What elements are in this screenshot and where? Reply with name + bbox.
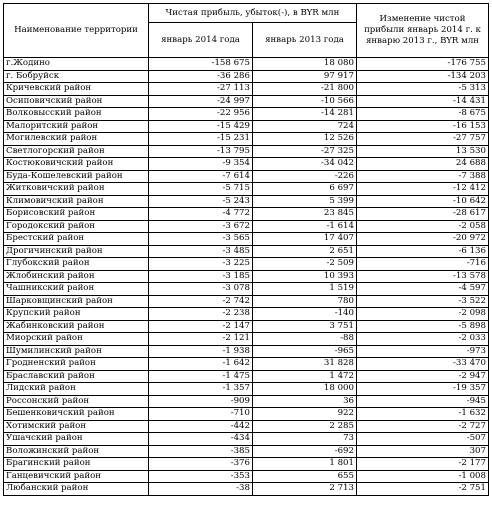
territory-cell: Ганцевичский район xyxy=(4,470,149,483)
jan-2013-cell: 12 526 xyxy=(253,133,357,146)
jan-2014-cell: -2 147 xyxy=(149,320,253,333)
jan-2013-cell: -2 509 xyxy=(253,258,357,271)
jan-2014-cell: -3 225 xyxy=(149,258,253,271)
jan-2013-cell: 1 472 xyxy=(253,370,357,383)
table-row xyxy=(4,195,489,208)
jan-2014-cell: -3 565 xyxy=(149,233,253,246)
jan-2013-cell: -1 614 xyxy=(253,220,357,233)
table-row xyxy=(4,458,489,471)
table-row xyxy=(4,95,489,108)
territory-cell: Городокский район xyxy=(4,220,149,233)
table-row xyxy=(4,420,489,433)
table-row xyxy=(4,383,489,396)
jan-2013-cell: 2 713 xyxy=(253,483,357,496)
territory-cell: Костюковичский район xyxy=(4,158,149,171)
territory-cell: Житковичский район xyxy=(4,183,149,196)
jan-2013-cell: 922 xyxy=(253,408,357,421)
change-cell: -19 357 xyxy=(357,383,489,396)
jan-2013-cell: 36 xyxy=(253,395,357,408)
jan-2013-cell: 10 393 xyxy=(253,270,357,283)
table-row xyxy=(4,308,489,321)
jan-2013-cell: 23 845 xyxy=(253,208,357,221)
territory-cell: Могилевский район xyxy=(4,133,149,146)
change-cell: -3 522 xyxy=(357,295,489,308)
jan-2014-cell: -2 121 xyxy=(149,333,253,346)
jan-2014-cell: -909 xyxy=(149,395,253,408)
territory-cell: Хотимский район xyxy=(4,420,149,433)
change-cell: -134 203 xyxy=(357,70,489,83)
table-body xyxy=(4,58,489,496)
change-cell: -2 177 xyxy=(357,458,489,471)
change-cell: -2 058 xyxy=(357,220,489,233)
change-cell: -2 098 xyxy=(357,308,489,321)
change-cell: -13 578 xyxy=(357,270,489,283)
table-row xyxy=(4,208,489,221)
jan-2014-cell: -13 795 xyxy=(149,145,253,158)
jan-2013-cell: -10 566 xyxy=(253,95,357,108)
change-cell: -507 xyxy=(357,433,489,446)
change-cell: -14 431 xyxy=(357,95,489,108)
table-row xyxy=(4,370,489,383)
territory-cell: Крупский район xyxy=(4,308,149,321)
header-jan-2013: январь 2013 года xyxy=(253,23,357,58)
territory-cell: Браславский район xyxy=(4,370,149,383)
jan-2014-cell: -376 xyxy=(149,458,253,471)
table-row xyxy=(4,220,489,233)
change-cell: -945 xyxy=(357,395,489,408)
jan-2013-cell: 655 xyxy=(253,470,357,483)
territory-cell: Бешенковичский район xyxy=(4,408,149,421)
territory-cell: Кричевский район xyxy=(4,83,149,96)
table-row xyxy=(4,133,489,146)
jan-2014-cell: -2 238 xyxy=(149,308,253,321)
jan-2014-cell: -38 xyxy=(149,483,253,496)
jan-2014-cell: -4 772 xyxy=(149,208,253,221)
territory-cell: Шумилинский район xyxy=(4,345,149,358)
jan-2013-cell: 97 917 xyxy=(253,70,357,83)
table-row xyxy=(4,358,489,371)
jan-2013-cell: 18 000 xyxy=(253,383,357,396)
jan-2014-cell: -710 xyxy=(149,408,253,421)
table-row xyxy=(4,320,489,333)
jan-2014-cell: -15 231 xyxy=(149,133,253,146)
jan-2013-cell: 1 801 xyxy=(253,458,357,471)
table-row xyxy=(4,333,489,346)
change-cell: -1 008 xyxy=(357,470,489,483)
change-cell: 13 530 xyxy=(357,145,489,158)
table-row xyxy=(4,70,489,83)
jan-2013-cell: -226 xyxy=(253,170,357,183)
jan-2013-cell: -692 xyxy=(253,445,357,458)
jan-2013-cell: 6 697 xyxy=(253,183,357,196)
jan-2013-cell: 724 xyxy=(253,120,357,133)
jan-2014-cell: -2 742 xyxy=(149,295,253,308)
jan-2014-cell: -27 113 xyxy=(149,83,253,96)
change-cell: -2 947 xyxy=(357,370,489,383)
header-profit-group: Чистая прибыль, убыток(-), в BYR млн xyxy=(149,4,357,23)
territory-cell: г. Бобруйск xyxy=(4,70,149,83)
jan-2014-cell: -1 938 xyxy=(149,345,253,358)
jan-2013-cell: 2 285 xyxy=(253,420,357,433)
jan-2013-cell: 3 751 xyxy=(253,320,357,333)
table-row xyxy=(4,245,489,258)
profit-table xyxy=(3,3,489,496)
jan-2014-cell: -3 672 xyxy=(149,220,253,233)
territory-cell: Борисовский район xyxy=(4,208,149,221)
change-cell: -6 136 xyxy=(357,245,489,258)
change-cell: -28 617 xyxy=(357,208,489,221)
change-cell: -33 470 xyxy=(357,358,489,371)
territory-cell: Россонский район xyxy=(4,395,149,408)
change-cell: -12 412 xyxy=(357,183,489,196)
territory-cell: Климовичский район xyxy=(4,195,149,208)
territory-cell: Жабинковский район xyxy=(4,320,149,333)
table-row xyxy=(4,120,489,133)
jan-2014-cell: -3 185 xyxy=(149,270,253,283)
jan-2014-cell: -5 243 xyxy=(149,195,253,208)
jan-2014-cell: -158 675 xyxy=(149,58,253,71)
jan-2014-cell: -24 997 xyxy=(149,95,253,108)
table-row xyxy=(4,483,489,496)
table-row xyxy=(4,295,489,308)
territory-cell: Жлобинский район xyxy=(4,270,149,283)
territory-cell: Лидский район xyxy=(4,383,149,396)
territory-cell: Светлогорский район xyxy=(4,145,149,158)
change-cell: -1 632 xyxy=(357,408,489,421)
change-cell: -20 972 xyxy=(357,233,489,246)
territory-cell: Гродненский район xyxy=(4,358,149,371)
profit-table-container xyxy=(3,3,489,496)
table-row xyxy=(4,470,489,483)
change-cell: -4 597 xyxy=(357,283,489,296)
jan-2014-cell: -7 614 xyxy=(149,170,253,183)
territory-cell: Волковысский район xyxy=(4,108,149,121)
jan-2014-cell: -434 xyxy=(149,433,253,446)
territory-cell: Миорский район xyxy=(4,333,149,346)
change-cell: -2 751 xyxy=(357,483,489,496)
change-cell: -7 388 xyxy=(357,170,489,183)
territory-cell: Осиповичский район xyxy=(4,95,149,108)
jan-2013-cell: 17 407 xyxy=(253,233,357,246)
change-cell: -2 033 xyxy=(357,333,489,346)
jan-2013-cell: -965 xyxy=(253,345,357,358)
change-cell: 307 xyxy=(357,445,489,458)
table-row xyxy=(4,108,489,121)
change-cell: -176 755 xyxy=(357,58,489,71)
jan-2013-cell: -34 042 xyxy=(253,158,357,171)
territory-cell: Чашникский район xyxy=(4,283,149,296)
jan-2014-cell: -385 xyxy=(149,445,253,458)
table-row xyxy=(4,183,489,196)
territory-cell: Брестский район xyxy=(4,233,149,246)
change-cell: -10 642 xyxy=(357,195,489,208)
territory-cell: Брагинский район xyxy=(4,458,149,471)
jan-2013-cell: -140 xyxy=(253,308,357,321)
jan-2014-cell: -353 xyxy=(149,470,253,483)
territory-cell: Малоритский район xyxy=(4,120,149,133)
change-cell: -27 757 xyxy=(357,133,489,146)
jan-2014-cell: -15 429 xyxy=(149,120,253,133)
change-cell: -973 xyxy=(357,345,489,358)
table-row xyxy=(4,345,489,358)
change-cell: 24 688 xyxy=(357,158,489,171)
jan-2014-cell: -1 475 xyxy=(149,370,253,383)
jan-2013-cell: -21 800 xyxy=(253,83,357,96)
jan-2014-cell: -442 xyxy=(149,420,253,433)
table-row xyxy=(4,158,489,171)
change-cell: -5 313 xyxy=(357,83,489,96)
jan-2014-cell: -22 956 xyxy=(149,108,253,121)
header-jan-2014: январь 2014 года xyxy=(149,23,253,58)
table-row xyxy=(4,283,489,296)
jan-2013-cell: 18 080 xyxy=(253,58,357,71)
jan-2014-cell: -3 485 xyxy=(149,245,253,258)
jan-2013-cell: 2 651 xyxy=(253,245,357,258)
table-row xyxy=(4,58,489,71)
change-cell: -16 153 xyxy=(357,120,489,133)
territory-cell: Шарковщинский район xyxy=(4,295,149,308)
jan-2014-cell: -1 357 xyxy=(149,383,253,396)
table-row xyxy=(4,170,489,183)
table-row xyxy=(4,270,489,283)
header-territory: Наименование территории xyxy=(4,4,149,58)
jan-2013-cell: 1 519 xyxy=(253,283,357,296)
territory-cell: Любанский район xyxy=(4,483,149,496)
territory-cell: Дрогичинский район xyxy=(4,245,149,258)
jan-2013-cell: 31 828 xyxy=(253,358,357,371)
change-cell: -2 727 xyxy=(357,420,489,433)
jan-2013-cell: 5 399 xyxy=(253,195,357,208)
table-row xyxy=(4,145,489,158)
territory-cell: Буда-Кошелевский район xyxy=(4,170,149,183)
table-row xyxy=(4,83,489,96)
jan-2014-cell: -9 354 xyxy=(149,158,253,171)
jan-2013-cell: -27 325 xyxy=(253,145,357,158)
table-row xyxy=(4,433,489,446)
territory-cell: Глубокский район xyxy=(4,258,149,271)
jan-2013-cell: -88 xyxy=(253,333,357,346)
header-change: Изменение чистой прибыли январь 2014 г. к январю 2013 г., BYR млн xyxy=(357,4,489,58)
change-cell: -5 898 xyxy=(357,320,489,333)
jan-2013-cell: 780 xyxy=(253,295,357,308)
change-cell: -716 xyxy=(357,258,489,271)
territory-cell: Ушачский район xyxy=(4,433,149,446)
jan-2013-cell: 73 xyxy=(253,433,357,446)
jan-2013-cell: -14 281 xyxy=(253,108,357,121)
territory-cell: Воложинский район xyxy=(4,445,149,458)
change-cell: -8 675 xyxy=(357,108,489,121)
jan-2014-cell: -36 286 xyxy=(149,70,253,83)
table-row xyxy=(4,258,489,271)
table-row xyxy=(4,408,489,421)
jan-2014-cell: -3 078 xyxy=(149,283,253,296)
territory-cell: г.Жодино xyxy=(4,58,149,71)
jan-2014-cell: -5 715 xyxy=(149,183,253,196)
table-row xyxy=(4,233,489,246)
table-row xyxy=(4,395,489,408)
jan-2014-cell: -1 642 xyxy=(149,358,253,371)
table-row xyxy=(4,445,489,458)
